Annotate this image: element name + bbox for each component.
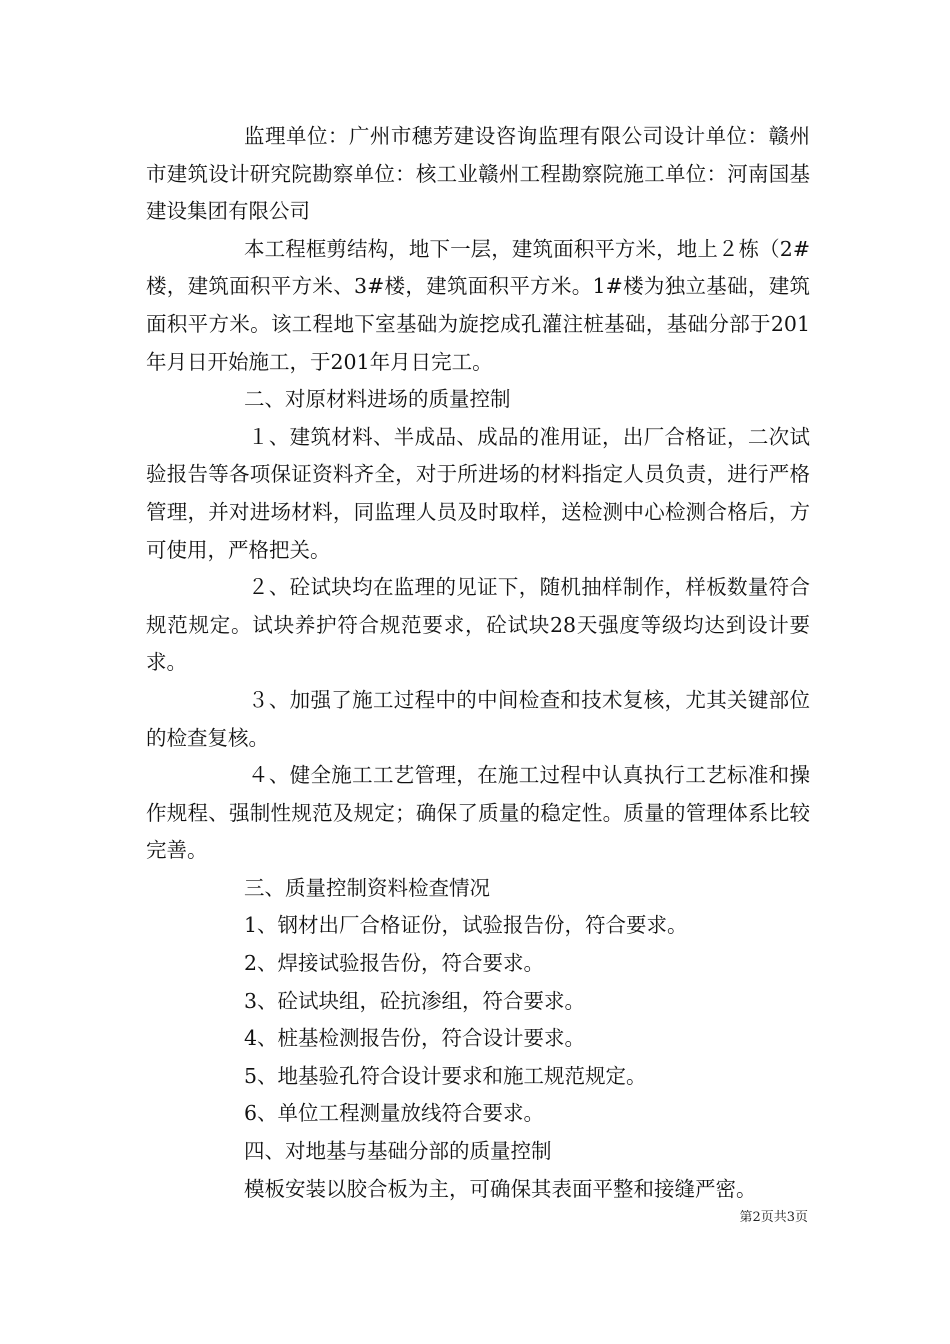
paragraph-item-3: ３、加强了施工过程中的中间检查和技术复核，尤其关键部位的检查复核。 (146, 687, 810, 750)
section-heading-quality-records: 三、质量控制资料检查情况 (244, 875, 490, 900)
paragraph-project-overview: 本工程框剪结构，地下一层，建筑面积平方米，地上２栋（2#楼，建筑面积平方米、3#楼，建筑面积平方米。1#楼为独立基础，建筑面积平方米。该工程地下室基础为旋挖成孔灌注桩基础，基础分部于201年月日开始施工，于201年月日完工。 (146, 236, 810, 374)
list-item-concrete: 3、砼试块组，砼抗渗组，符合要求。 (244, 988, 586, 1013)
section-heading-foundation: 四、对地基与基础分部的质量控制 (244, 1139, 552, 1164)
paragraph-units: 监理单位：广州市穗芳建设咨询监理有限公司设计单位：赣州市建筑设计研究院勘察单位：核工业赣州工程勘察院施工单位：河南国基建设集团有限公司 (146, 124, 810, 224)
paragraph-item-2: ２、砼试块均在监理的见证下，随机抽样制作，样板数量符合规范规定。试块养护符合规范要求，砼试块28天强度等级均达到设计要求。 (146, 575, 810, 675)
document-body (146, 118, 810, 1208)
list-item-foundation: 5、地基验孔符合设计要求和施工规范规定。 (244, 1063, 647, 1088)
page-number: 第2页共3页 (739, 1210, 808, 1225)
list-item-welding: 2、焊接试验报告份，符合要求。 (244, 951, 545, 976)
list-item-survey: 6、单位工程测量放线符合要求。 (244, 1101, 545, 1126)
paragraph-item-1: １、建筑材料、半成品、成品的准用证，出厂合格证，二次试验报告等各项保证资料齐全，对于所进场的材料指定人员负责，进行严格管理，并对进场材料，同监理人员及时取样，送检测中心检测合格后，方可使用，严格把关。 (146, 424, 810, 562)
section-heading-raw-materials: 二、对原材料进场的质量控制 (244, 387, 511, 412)
list-item-pile: 4、桩基检测报告份，符合设计要求。 (244, 1026, 586, 1051)
paragraph-item-4: ４、健全施工工艺管理，在施工过程中认真执行工艺标准和操作规程、强制性规范及规定；确保了质量的稳定性。质量的管理体系比较完善。 (146, 763, 810, 863)
list-item-steel: 1、钢材出厂合格证份，试验报告份，符合要求。 (244, 913, 688, 938)
paragraph-formwork: 模板安装以胶合板为主，可确保其表面平整和接缝严密。 (244, 1176, 757, 1201)
